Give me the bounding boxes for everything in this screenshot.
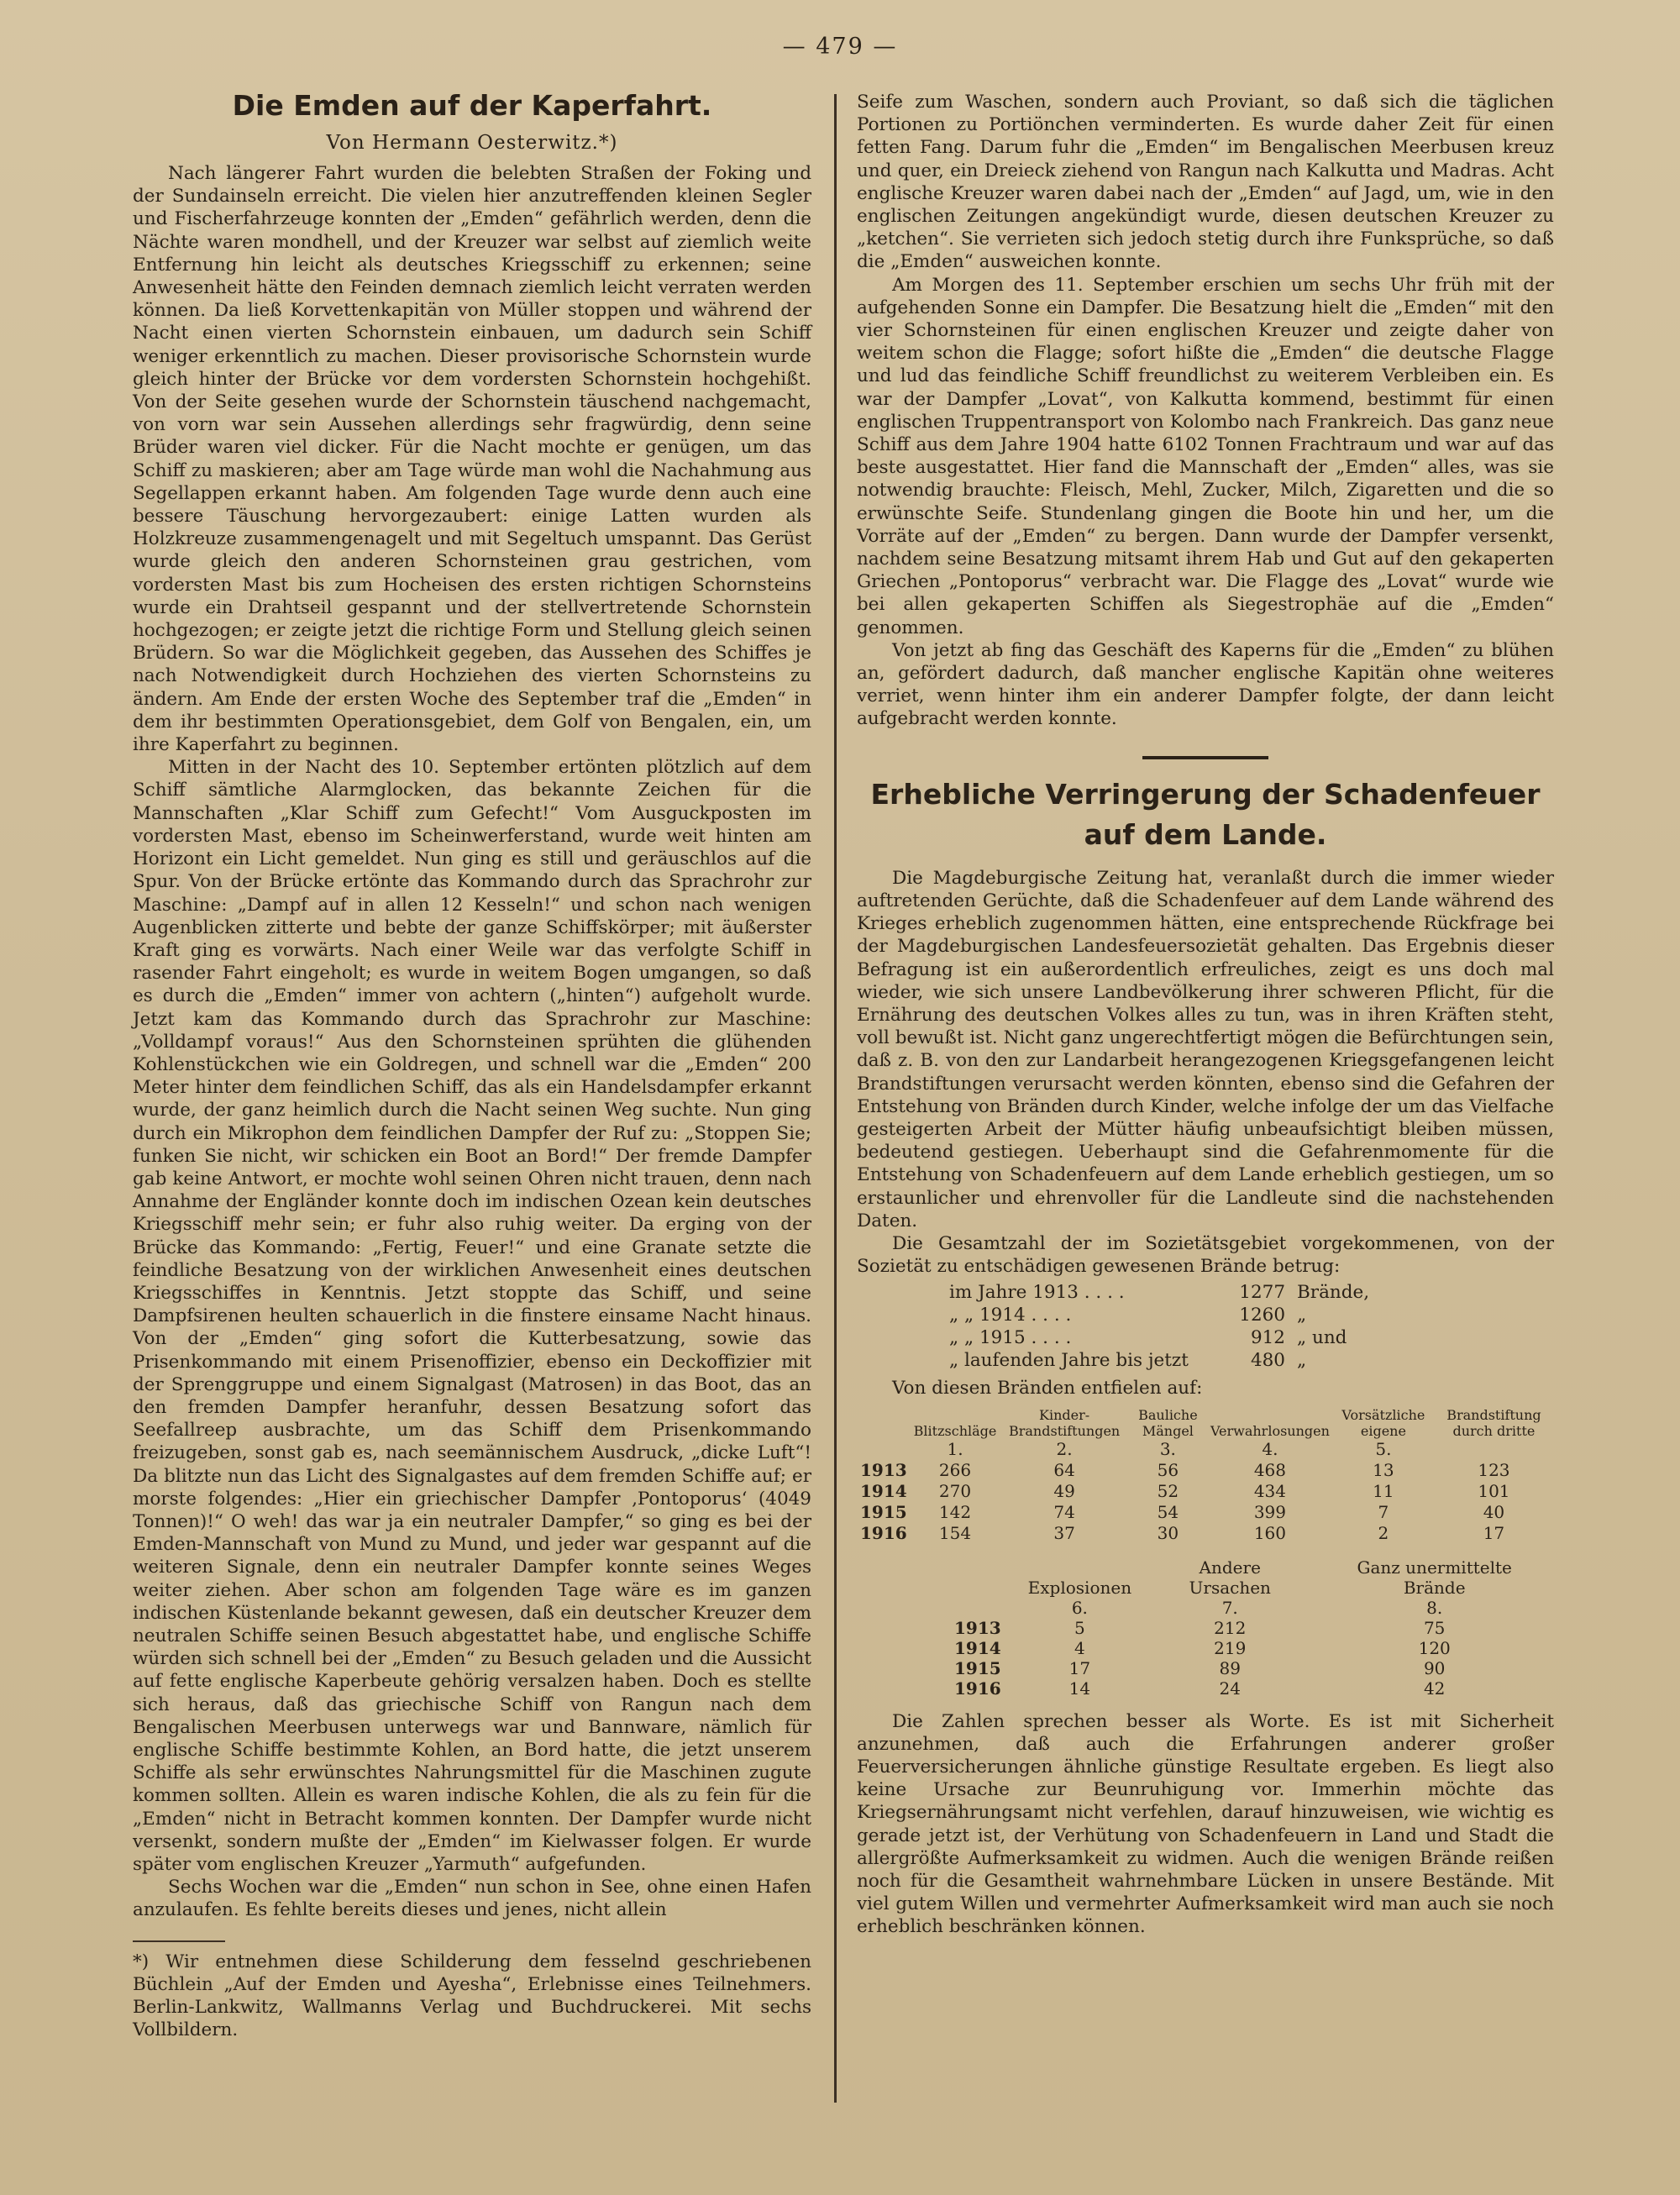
- table-cell: 434: [1253, 1480, 1287, 1501]
- table-cell: 270: [938, 1480, 972, 1501]
- table-row: [941, 1638, 1554, 1658]
- table-header-cell: Blitzschläge: [913, 1422, 997, 1439]
- table-header-cell: Brandstiftung durch dritte: [1446, 1406, 1541, 1439]
- fire-total-row: [949, 1326, 1554, 1349]
- fire-causes-table-1: [857, 1407, 1554, 1544]
- table-cell: 219: [1214, 1637, 1247, 1658]
- table-cell: 266: [938, 1459, 972, 1480]
- article-title-emden: Die Emden auf der Kaperfahrt.: [232, 89, 712, 122]
- fire-total-tail: „: [1297, 1305, 1307, 1326]
- table-cell: 14: [1068, 1678, 1091, 1699]
- table-row: [941, 1618, 1554, 1638]
- table-header-cell: Kinder-Brandstiftungen: [1008, 1406, 1121, 1439]
- schadenfeuer-closing: Die Zahlen sprechen besser als Worte. Es ist mit Sicherheit anzunehmen, daß auch die Erfahrungen anderer großer Feuerversicherungen ähnliche günstige Resultate ergeben. Es liegt also keine Ursache zur Beunruhigung vor. Immerhin möchte das Kriegsernährungsamt nicht verfehlen, darauf hinzuweisen, wie wichtig es gerade jetzt ist, der Verhütung von Schadenfeuern in Land und Stadt die allergrößte Aufmerksamkeit zu widmen. Auch die wenigen Brände reißen noch für die Gesamtheit wahrnehmbare Lücken in unsere Bestände. Mit viel gutem Willen und vermehrter Aufmerksamkeit wird man auch sie noch erheblich beschränken können.: [857, 1710, 1554, 1938]
- page-number: — 479 —: [782, 34, 898, 60]
- right-column: [857, 91, 1554, 1939]
- table-cell: 74: [1053, 1501, 1075, 1522]
- fire-total-label: „ „ 1915 . . . .: [949, 1327, 1072, 1349]
- table-corner: [941, 1598, 1015, 1618]
- schadenfeuer-total-intro: Die Gesamtzahl der im Sozietätsgebiet vorgekommenen, von der Sozietät zu entschädigen gewesenen Brände betrug:: [857, 1232, 1554, 1278]
- fire-total-tail: „ und: [1297, 1327, 1347, 1349]
- table-cell: 212: [1214, 1617, 1247, 1638]
- fire-total-value: 1260: [1239, 1305, 1285, 1326]
- table-corner: [941, 1557, 1015, 1598]
- table-number-cell: 6.: [1071, 1597, 1088, 1618]
- table-cell: 40: [1483, 1501, 1505, 1522]
- table-year: 1916: [954, 1678, 1001, 1699]
- fire-total-tail: „: [1297, 1350, 1307, 1372]
- emden-paragraph-1: Nach längerer Fahrt wurden die belebten Straßen der Foking und der Sundainseln erreicht. Die vielen hier anzutreffenden kleinen Segler und Fischerfahrzeuge konnten der „Emden“ gefährlich werden, denn die Nächte waren mondhell, und der Kreuzer war selbst auf ziemlich weite Entfernung hin leicht als deutsches Kriegsschiff zu erkennen; seine Anwesenheit hätte den Feinden demnach ziemlich leicht verraten werden können. Da ließ Korvettenkapitän von Müller stoppen und während der Nacht einen vierten Schornstein einbauen, um dadurch sein Schiff weniger erkenntlich zu machen. Dieser provisorische Schornstein wurde gleich hinter der Brücke vor dem vordersten Schornstein hochgehißt. Von der Seite gesehen wurde der Schornstein täuschend nachgemacht, von vorn war sein Aussehen allerdings sehr fragwürdig, denn seine Brüder waren viel dicker. Für die Nacht mochte er genügen, um das Schiff zu maskieren; aber am Tage würde man wohl die Nachahmung aus Segellappen erkannt haben. Am folgenden Tage wurde denn auch eine bessere Täuschung hervorgezaubert: einige Latten wurden als Holzkreuze zusammengenagelt und mit Segeltuch umspannt. Das Gerüst wurde gleich den anderen Schornsteinen grau gestrichen, vom vordersten Mast bis zum Hocheisen des ersten richtigen Schornsteins wurde ein Drahtseil gespannt und der stellvertretende Schornstein hochgezogen; er zeigte jetzt die richtige Form und Stellung gleich seinen Brüdern. So war die Möglichkeit gegeben, das Aussehen des Schiffes je nach Notwendigkeit durch Hochziehen des vierten Schornsteins zu ändern. Am Ende der ersten Woche des September traf die „Emden“ in dem ihr bestimmten Operationsgebiet, dem Golf von Bengalen, ein, um ihre Kaperfahrt zu beginnen.: [133, 163, 811, 756]
- table-cell: 17: [1483, 1522, 1505, 1543]
- table-cell: 52: [1157, 1480, 1179, 1501]
- emden-continuation-1: Seife zum Waschen, sondern auch Proviant, so daß sich die täglichen Portionen zu Portiönchen verminderten. Es wurde daher Zeit für einen fetten Fang. Darum fuhr die „Emden“ im Bengalischen Meerbusen kreuz und quer, ein Dreieck ziehend von Rangun nach Kalkutta und Madras. Acht englische Kreuzer waren dabei nach der „Emden“ auf Jagd, um, wie in den englischen Zeitungen angekündigt wurde, diesen deutschen Kreuzer zu „ketchen“. Sie verrieten sich jedoch stetig durch ihre Funksprüche, so daß die „Emden“ ausweichen konnte.: [857, 92, 1554, 273]
- table-cell: 89: [1219, 1657, 1241, 1678]
- table-year: 1915: [860, 1501, 907, 1522]
- table-cell: 49: [1053, 1480, 1075, 1501]
- table-cell: 90: [1423, 1657, 1446, 1678]
- table-header-cell: Ganz unermittelte Brände: [1357, 1557, 1512, 1598]
- table-cell: 120: [1418, 1637, 1451, 1658]
- table-year: 1913: [954, 1617, 1001, 1638]
- fire-total-value: 1277: [1239, 1282, 1285, 1304]
- fire-total-value: 480: [1250, 1350, 1285, 1372]
- table-year: 1915: [954, 1657, 1001, 1678]
- table-number-cell: 5.: [1375, 1438, 1392, 1459]
- table-cell: 75: [1423, 1617, 1446, 1638]
- table-number-row: [857, 1439, 1554, 1460]
- emden-continuation-2: Am Morgen des 11. September erschien um sechs Uhr früh mit der aufgehenden Sonne ein Dampfer. Die Besatzung hielt die „Emden“ mit den vier Schornsteinen für einen englischen Kreuzer und zeigte daher von weitem schon die Flagge; sofort hißte die „Emden“ die deutsche Flagge und lud das feindliche Schiff freundlichst zu weiterem Verbleiben ein. Es war der Dampfer „Lovat“, von Kalkutta kommend, bestimmt für einen englischen Truppentransport von Kolombo nach Frankreich. Das ganz neue Schiff aus dem Jahre 1904 hatte 6102 Tonnen Frachtraum und war auf das beste ausgestattet. Hier fand die Mannschaft der „Emden“ alles, was sie notwendig brauchte: Fleisch, Mehl, Zucker, Milch, Zigaretten und die so erwünschte Seife. Stundenlang gingen die Boote hin und her, um die Vorräte auf der „Emden“ zu bergen. Dann wurde der Dampfer versenkt, nachdem seine Besatzung mitsamt ihrem Hab und Gut auf den gekaperten Griechen „Pontoporus“ verbracht war. Die Flagge des „Lovat“ wurde wie bei allen gekaperten Schiffen als Siegestrophäe auf die „Emden“ genommen.: [857, 274, 1554, 638]
- footnote-text: *) Wir entnehmen diese Schilderung dem fesselnd geschriebenen Büchlein „Auf der Emden und Ayesha“, Erlebnisse eines Teilnehmers. Berlin-Lankwitz, Wallmanns Verlag und Buchdruckerei. Mit sechs Vollbildern.: [133, 1951, 811, 2041]
- table-cell: 101: [1478, 1480, 1510, 1501]
- table-cell: 160: [1253, 1522, 1287, 1543]
- fire-totals-list: [949, 1281, 1554, 1372]
- table-cell: 7: [1378, 1501, 1389, 1522]
- table-header-cell: Explosionen: [1027, 1577, 1132, 1598]
- fire-total-row: [949, 1281, 1554, 1304]
- table-row: [941, 1658, 1554, 1678]
- table-number-cell: [1434, 1439, 1554, 1460]
- table-cell: 42: [1423, 1678, 1446, 1699]
- fire-total-value: 912: [1250, 1327, 1285, 1349]
- table-number-cell: 2.: [1056, 1438, 1073, 1459]
- table-header-row: [941, 1557, 1554, 1598]
- table-year: 1914: [860, 1480, 907, 1501]
- footnote-divider: [133, 1940, 225, 1942]
- table-row: [857, 1460, 1554, 1481]
- table-number-cell: 7.: [1221, 1597, 1238, 1618]
- table-number-cell: 1.: [947, 1438, 963, 1459]
- table-cell: 11: [1373, 1480, 1394, 1501]
- table-cell: 142: [938, 1501, 972, 1522]
- table-cell: 154: [938, 1522, 972, 1543]
- article-author: Von Hermann Oesterwitz.*): [326, 132, 618, 154]
- table-year: 1916: [860, 1522, 907, 1543]
- table-cell: 123: [1478, 1459, 1510, 1480]
- left-column: [133, 84, 811, 2041]
- fire-total-row: [949, 1304, 1554, 1326]
- emden-continuation-3: Von jetzt ab fing das Geschäft des Kaperns für die „Emden“ zu blühen an, gefördert dadurch, daß mancher englische Kapitän ohne weiteres verriet, wenn hinter ihm ein anderer Dampfer folgte, der dann leicht aufgebracht werden konnte.: [857, 639, 1554, 730]
- table-number-cell: 3.: [1159, 1438, 1176, 1459]
- table-cell: 5: [1074, 1617, 1085, 1638]
- table-corner: [857, 1407, 911, 1439]
- fire-total-label: im Jahre 1913 . . . .: [949, 1282, 1125, 1304]
- schadenfeuer-intro: Die Magdeburgische Zeitung hat, veranlaßt durch die immer wieder auftretenden Gerüchte, daß die Schadenfeuer auf dem Lande während des Krieges erheblich zugenommen hätten, eine entsprechende Rückfrage bei der Magdeburgischen Landesfeuersozietät gehalten. Das Ergebnis dieser Befragung ist ein außerordentlich erfreuliches, zeigt es uns doch mal wieder, wie sich unsere Landbevölkerung ihrer schweren Pflicht, für die Ernährung des deutschen Volkes alles zu tun, was in ihren Kräften steht, voll bewußt ist. Nicht ganz ungerechtfertigt mögen die Befürchtungen sein, daß z. B. von den zur Landarbeit herangezogenen Kriegsgefangenen leicht Brandstiftungen verursacht werden könnten, ebenso sind die Gefahren der Entstehung von Bränden durch Kinder, welche infolge der um das Vielfache gesteigerten Arbeit der Mütter häufig unbeaufsichtigt bleiben müssen, bedeutend gestiegen. Ueberhaupt sind die Gefahrenmomente für die Entstehung von Schadenfeuern auf dem Lande erheblich gestiegen, um so erstaunlicher und ehrenvoller für die Landleute sind die nachstehenden Daten.: [857, 867, 1554, 1231]
- table-cell: 2: [1378, 1522, 1389, 1543]
- table-number-cell: 8.: [1426, 1597, 1443, 1618]
- table-row: [857, 1481, 1554, 1502]
- title-line-2: auf dem Lande.: [1084, 817, 1327, 851]
- table-cell: 17: [1068, 1657, 1091, 1678]
- table-cell: 468: [1253, 1459, 1287, 1480]
- article-separator: [1142, 756, 1268, 759]
- table-header-row: [857, 1407, 1554, 1439]
- fire-total-tail: Brände,: [1297, 1282, 1370, 1304]
- table-row: [857, 1502, 1554, 1523]
- table-cell: 13: [1373, 1459, 1394, 1480]
- table-number-row: [941, 1598, 1554, 1618]
- table-header-cell: Vorsätzliche eigene: [1341, 1406, 1425, 1439]
- title-line-1: Erhebliche Verringerung der Schadenfeuer: [870, 777, 1541, 811]
- table-year: 1913: [860, 1459, 907, 1480]
- table-corner: [857, 1439, 911, 1460]
- table-cell: 64: [1053, 1459, 1075, 1480]
- table-cell: 399: [1253, 1501, 1287, 1522]
- table-year: 1914: [954, 1637, 1001, 1658]
- table-cell: 54: [1157, 1501, 1179, 1522]
- fire-causes-table-2: [941, 1557, 1554, 1699]
- breakdown-intro: Von diesen Bränden entfielen auf:: [892, 1378, 1203, 1399]
- fire-total-label: „ „ 1914 . . . .: [949, 1305, 1072, 1326]
- emden-paragraph-3: Sechs Wochen war die „Emden“ nun schon in See, ohne einen Hafen anzulaufen. Es fehlte bereits dieses und jenes, nicht allein: [133, 1877, 811, 1921]
- footnote: [133, 1951, 811, 2042]
- table-cell: 4: [1074, 1637, 1085, 1658]
- table-cell: 30: [1157, 1522, 1179, 1543]
- table-header-cell: Andere Ursachen: [1189, 1557, 1271, 1598]
- emden-paragraph-2: Mitten in der Nacht des 10. September ertönten plötzlich auf dem Schiff sämtliche Alarmglocken, das bekannte Zeichen für die Mannschaften „Klar Schiff zum Gefecht!“ Vom Ausguckposten im vordersten Mast, ebenso im Scheinwerferstand, wurde weit hinten am Horizont ein Licht gemeldet. Nun ging es still und geräuschlos auf die Spur. Von der Brücke ertönte das Kommando durch das Sprachrohr zur Maschine: „Dampf auf in allen 12 Kesseln!“ und schon nach wenigen Augenblicken zitterte und bebte der ganze Schiffskörper; mit äußerster Kraft ging es vorwärts. Nach einer Weile war das verfolgte Schiff in rasender Fahrt eingeholt; es wurde in weitem Bogen umgangen, so daß es durch die „Emden“ immer von achtern („hinten“) aufgeholt wurde. Jetzt kam das Kommando durch das Sprachrohr zur Maschine: „Volldampf voraus!“ Aus den Schornsteinen sprühten die glühenden Kohlenstückchen wie ein Goldregen, und schnell war die „Emden“ 200 Meter hinter dem feindlichen Schiff, das als ein Handelsdampfer erkannt wurde, der ganz heimlich durch die Nacht seinen Weg suchte. Nun ging durch ein Mikrophon dem feindlichen Dampfer der Ruf zu: „Stoppen Sie; funken Sie nicht, wir schicken ein Boot an Bord!“ Der fremde Dampfer gab keine Antwort, er mochte wohl seinen Ohren nicht trauen, denn nach Annahme der Engländer konnte doch im indischen Ozean kein deutsches Kriegsschiff mehr sein; er fuhr also ruhig weiter. Da erging von der Brücke das Kommando: „Fertig, Feuer!“ und eine Granate setzte die feindliche Besatzung von der wirklichen Anwesenheit eines deutschen Kriegsschiffes in Kenntnis. Jetzt stoppte das Schiff, und seine Dampfsirenen heulten schauerlich in die finstere einsame Nacht hinaus. Von der „Emden“ ging sofort die Kutterbesatzung, sowie das Prisenkommando mit einem Prisenoffizier, ebenso ein Deckoffizier mit der Sprenggruppe und einem Signalgast (Matrosen) in das Boot, das an den fremden Dampfer heranfuhr, dessen Besatzung sofort das Seefallreep ausbrachte, um das Schiff dem Prisenkommando freizugeben, sonst gab es, nach seemännischem Ausdruck, „dicke Luft“! Da blitzte nun das Licht des Signalgastes auf dem fremden Schiffe auf; er morste folgendes: „Hier ein griechischer Dampfer ‚Pontoporus‘ (4049 Tonnen)!“ O weh! das war ja ein neutraler Dampfer,“ so ging es bei der Emden-Mannschaft von Mund zu Mund, und jeder war gespannt auf die weiteren Signale, denn ein neutraler Dampfer konnte seines Weges weiter ziehen. Aber schon am folgenden Tage wäre es im ganzen indischen Küstenlande bekannt gewesen, daß ein deutscher Kreuzer dem neutralen Schiffe seinen Besuch abgestattet habe, und englische Schiffe würden sich schnell bei der „Emden“ zu Besuch geladen und die Aussicht auf fette englische Kaperbeute gehörig versalzen haben. Doch es stellte sich heraus, daß das griechische Schiff von Rangun nach dem Bengalischen Meerbusen unterwegs war und Bannware, nämlich für englische Schiffe bestimmte Kohlen, an Bord hatte, die jetzt unserem Schiffe als sehr erwünschtes Nahrungsmittel für die Maschinen zugute kommen sollten. Allein es waren indische Kohlen, die als zu fein für die „Emden“ nicht in Betracht kommen konnten. Der Dampfer wurde nicht versenkt, sondern mußte der „Emden“ im Kielwasser folgen. Er wurde später vom englischen Kreuzer „Yarmuth“ aufgefunden.: [133, 757, 811, 1876]
- table-cell: 37: [1053, 1522, 1075, 1543]
- fire-total-row: [949, 1349, 1554, 1372]
- table-cell: 24: [1219, 1678, 1241, 1699]
- article-title-schadenfeuer: [857, 775, 1554, 855]
- table-cell: 56: [1157, 1459, 1179, 1480]
- table-header-cell: Bauliche Mängel: [1138, 1406, 1198, 1439]
- table-header-cell: Verwahrlosungen: [1210, 1422, 1330, 1439]
- table-row: [857, 1523, 1554, 1544]
- table-number-cell: 4.: [1262, 1438, 1278, 1459]
- fire-total-label: „ laufenden Jahre bis jetzt: [949, 1350, 1189, 1372]
- column-divider: [834, 94, 837, 2103]
- table-row: [941, 1678, 1554, 1699]
